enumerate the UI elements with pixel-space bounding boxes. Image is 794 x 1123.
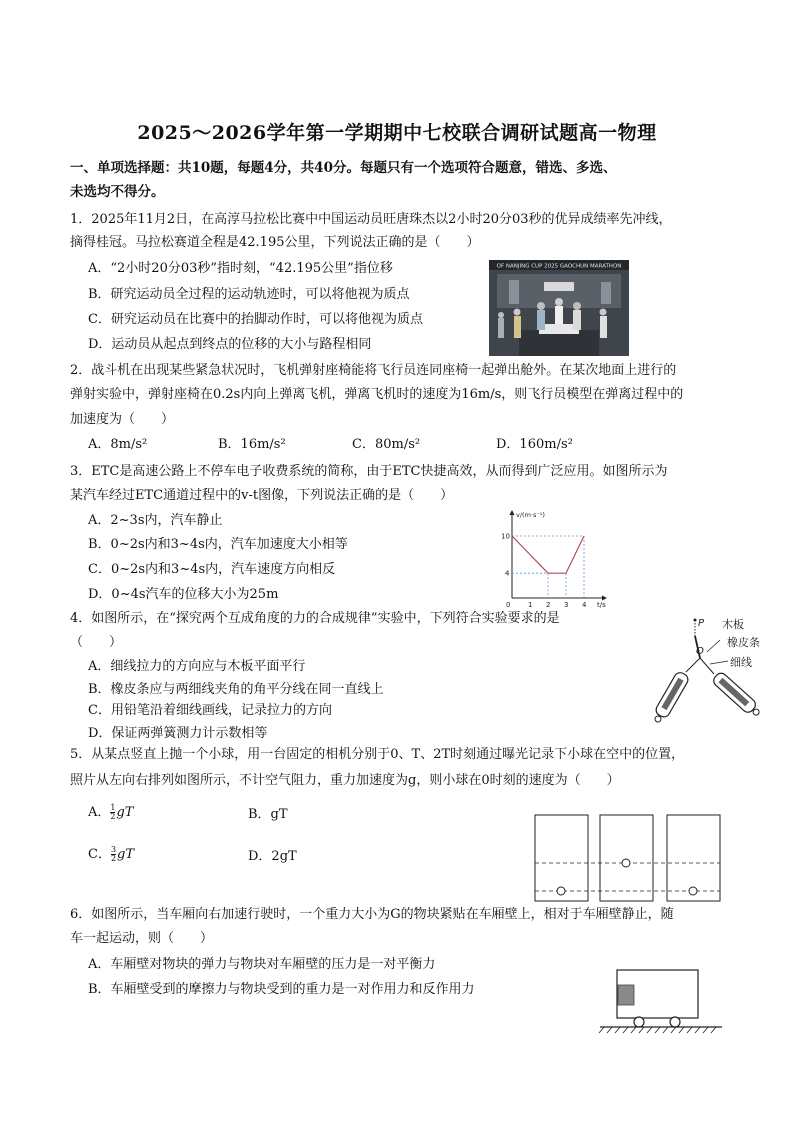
q3-option-c: C．0~2s内和3~4s内，汽车速度方向相反: [88, 562, 336, 577]
q2-option-a: A．8m/s²: [88, 437, 148, 452]
q1-option-d: D．运动员从起点到终点的位移的大小与路程相同: [88, 337, 372, 352]
vt-ytick-4: 4: [505, 569, 510, 578]
q5-option-c: [88, 845, 134, 865]
ball-frame-0: [557, 887, 565, 895]
thread-right: [700, 658, 714, 674]
point-p-marker: [694, 619, 697, 622]
q5-option-c-tail: gT: [117, 847, 135, 862]
q4-option-c: C．用铅笔沿着细线画线，记录拉力的方向: [88, 703, 332, 718]
q3-option-b: B．0~2s内和3~4s内，汽车加速度大小相等: [88, 537, 348, 552]
ground-hatching: [599, 1027, 716, 1033]
q3-stem: 3．ETC是高速公路上不停车电子收费系统的简称，由于ETC快捷高效，从而得到广泛应用。如图所示为: [70, 464, 668, 479]
label-p: P: [698, 618, 705, 629]
ball-frame-t: [622, 859, 630, 867]
q1-stem-cont: 摘得桂冠。马拉松赛道全程是42.195公里，下列说法正确的是（ ）: [70, 235, 480, 250]
q5-option-a-lead: A．: [88, 805, 111, 820]
frame-t: [600, 815, 653, 901]
vt-xtick-2: 2: [546, 601, 551, 608]
vt-series-line: [512, 536, 584, 573]
q5-stem: 5．从某点竖直上抛一个小球，用一台固定的相机分别于0、T、2T时刻通过曝光记录下小球在空中的位置，: [70, 747, 685, 762]
q5-option-a-den: 2: [110, 812, 116, 821]
label-o: O: [696, 646, 704, 657]
q6-stem-cont: 车一起运动，则（ ）: [70, 931, 214, 946]
ball-frame-2t: [689, 887, 697, 895]
photo-frames: [532, 812, 724, 904]
vt-xtick-3: 3: [564, 601, 569, 608]
label-thread: 细线: [730, 656, 752, 669]
vt-y-arrow: [510, 510, 515, 515]
thread-left: [686, 658, 700, 672]
label-board: 木板: [722, 618, 744, 631]
q3-stem-cont: 某汽车经过ETC通道过程中的v-t图像，下列说法正确的是（ ）: [70, 488, 454, 503]
vt-origin: 0: [506, 601, 511, 608]
q2-option-d: D．160m/s²: [496, 437, 573, 452]
vt-x-arrow: [602, 596, 607, 601]
leader-thread: [710, 661, 728, 664]
leader-rubber: [707, 640, 720, 652]
q1-option-a: A．“2小时20分03秒”指时刻，“42.195公里”指位移: [88, 261, 393, 276]
q1-option-c: C．研究运动员在比赛中的抬脚动作时，可以将他视为质点: [88, 312, 423, 327]
vt-xtick-4: 4: [582, 601, 587, 608]
wheel-left: [634, 1017, 644, 1027]
q6-option-a: A．车厢壁对物块的弹力与物块对车厢壁的压力是一对平衡力: [88, 957, 436, 972]
q2-stem-cont: 弹射实验中，弹射座椅在0.2s内向上弹离飞机，弹离飞机时的速度为16m/s，则飞行员模型在弹离过程中的: [70, 387, 684, 402]
section-heading-cont: 未选均不得分。: [70, 184, 165, 200]
q2-option-b: B．16m/s²: [218, 437, 286, 452]
q4-stem-cont: （ ）: [70, 635, 123, 650]
q5-stem-cont: 照片从左向右排列如图所示，不计空气阻力，重力加速度为g，则小球在0时刻的速度为（ ）: [70, 773, 620, 788]
q5-option-c-num: 3: [110, 845, 117, 854]
vt-xtick-1: 1: [528, 601, 533, 608]
q4-option-d: D．保证两弹簧测力计示数相等: [88, 726, 268, 741]
spring-scale-right: [711, 671, 763, 720]
vt-ytick-10: 10: [501, 532, 510, 541]
photo-banner-text: OF NANJING CUP 2025 GAOCHUN MARATHON: [496, 263, 622, 270]
vt-xlabel: t/s: [597, 601, 606, 608]
block: [618, 985, 634, 1005]
q3-option-a: A．2~3s内，汽车静止: [88, 513, 223, 528]
q5-option-a-num: 1: [110, 803, 116, 812]
label-rubber: 橡皮条: [727, 636, 760, 649]
q1-stem: 1．2025年11月2日，在高淳马拉松比赛中中国运动员旺唐珠杰以2小时20分03秒的优异成绩率先冲线，: [70, 212, 672, 227]
q4-stem: 4．如图所示，在“探究两个互成角度的力的合成规律”实验中，下列符合实验要求的是: [70, 611, 560, 626]
vt-graph: [498, 508, 610, 608]
q6-option-b: B．车厢壁受到的摩擦力与物块受到的重力是一对作用力和反作用力: [88, 982, 475, 997]
q5-option-b: B．gT: [248, 807, 288, 822]
q2-option-c: C．80m/s²: [352, 437, 421, 452]
wheel-right: [670, 1017, 680, 1027]
q5-option-c-lead: C．: [88, 847, 111, 862]
q6-stem: 6．如图所示，当车厢向右加速行驶时，一个重力大小为G的物块紧贴在车厢壁上，相对于车厢壁静止，随: [70, 907, 674, 922]
page-title: 2025～2026学年第一学期期中七校联合调研试题高一物理: [137, 122, 657, 144]
q5-option-a-tail: gT: [116, 805, 134, 820]
force-experiment-diagram: [640, 614, 774, 730]
section-heading: 一、单项选择题：共10题，每题4分，共40分。每题只有一个选项符合题意，错选、多选、: [70, 160, 617, 176]
q5-option-a: [88, 803, 133, 823]
train-carriage-diagram: [598, 964, 728, 1036]
q1-option-b: B．研究运动员全过程的运动轨迹时，可以将他视为质点: [88, 287, 410, 302]
vt-ylabel: v/(m·s⁻¹): [516, 511, 545, 519]
q5-option-d: D．2gT: [248, 849, 297, 864]
q2-stem: 2．战斗机在出现某些紧急状况时，飞机弹射座椅能将飞行员连同座椅一起弹出舱外。在某次地面上进行的: [70, 363, 677, 378]
q4-option-a: A．细线拉力的方向应与木板平面平行: [88, 659, 306, 674]
q4-option-b: B．橡皮条应与两细线夹角的角平分线在同一直线上: [88, 682, 384, 697]
q2-stem-cont2: 加速度为（ ）: [70, 412, 175, 427]
q3-option-d: D．0~4s汽车的位移大小为25m: [88, 587, 279, 602]
spring-scale-left: [650, 671, 690, 726]
q5-option-c-den: 2: [110, 854, 117, 863]
marathon-podium-photo: [489, 260, 629, 356]
